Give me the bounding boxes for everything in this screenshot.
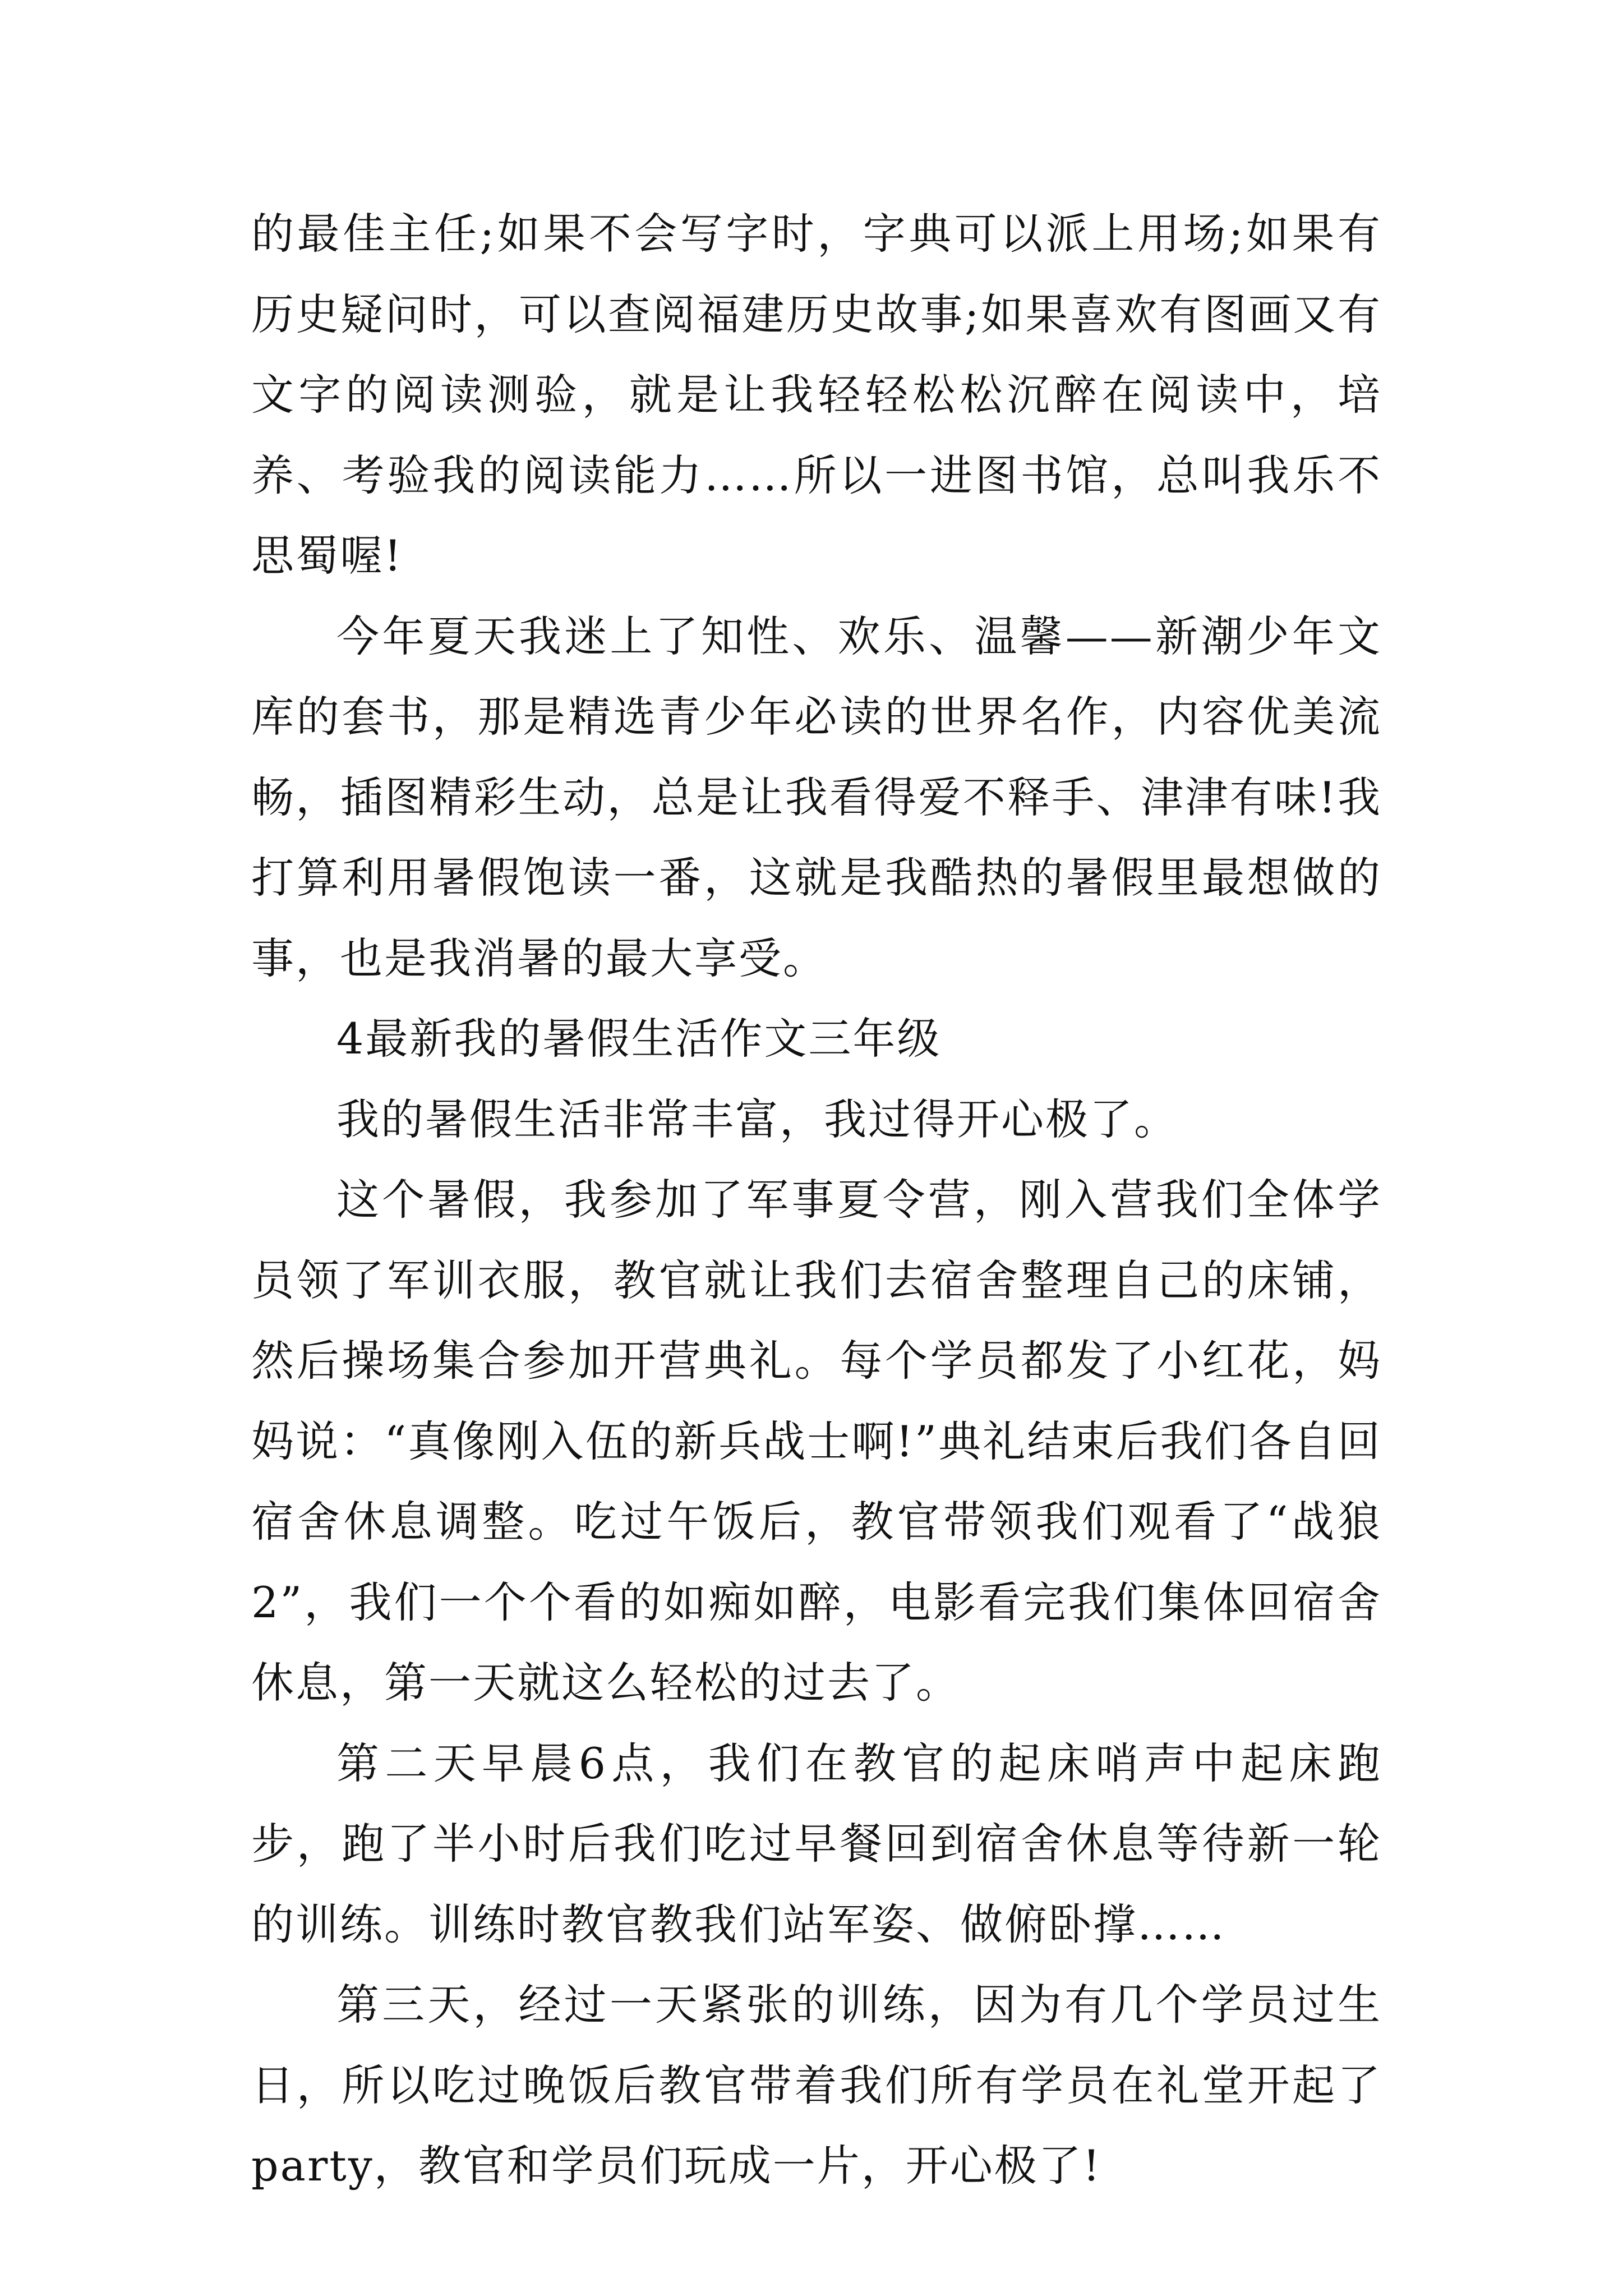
paragraph-5: 第二天早晨6点，我们在教官的起床哨声中起床跑步，跑了半小时后我们吃过早餐回到宿舍休息等待新一轮的训练。训练时教官教我们站军姿、做俯卧撑…… — [251, 1738, 1382, 1949]
paragraph-2: 今年夏天我迷上了知性、欢乐、温馨——新潮少年文库的套书，那是精选青少年必读的世界名作，内容优美流畅，插图精彩生动，总是让我看得爱不释手、津津有味!我打算利用暑假饱读一番，这就是我酷热的暑假里最想做的事，也是我消暑的最大享受。 — [251, 611, 1382, 983]
paragraph-3: 我的暑假生活非常丰富，我过得开心极了。 — [336, 1094, 1178, 1144]
section-heading: 4最新我的暑假生活作文三年级 — [336, 1014, 942, 1064]
paragraph-6: 第三天，经过一天紧张的训练，因为有几个学员过生日，所以吃过晚饭后教官带着我们所有学员在礼堂开起了party，教官和学员们玩成一片，开心极了! — [251, 1980, 1382, 2191]
document-body — [251, 194, 1382, 2206]
paragraph-1: 的最佳主任;如果不会写字时，字典可以派上用场;如果有历史疑问时，可以查阅福建历史故事;如果喜欢有图画又有文字的阅读测验，就是让我轻轻松松沉醉在阅读中，培养、考验我的阅读能力……所以一进图书馆，总叫我乐不思蜀喔! — [251, 209, 1382, 581]
paragraph-4: 这个暑假，我参加了军事夏令营，刚入营我们全体学员领了军训衣服，教官就让我们去宿舍整理自己的床铺，然后操场集合参加开营典礼。每个学员都发了小红花，妈妈说：“真像刚入伍的新兵战士啊!”典礼结束后我们各自回宿舍休息调整。吃过午饭后，教官带领我们观看了“战狼2”，我们一个个看的如痴如醉，电影看完我们集体回宿舍休息，第一天就这么轻松的过去了。 — [251, 1175, 1382, 1708]
